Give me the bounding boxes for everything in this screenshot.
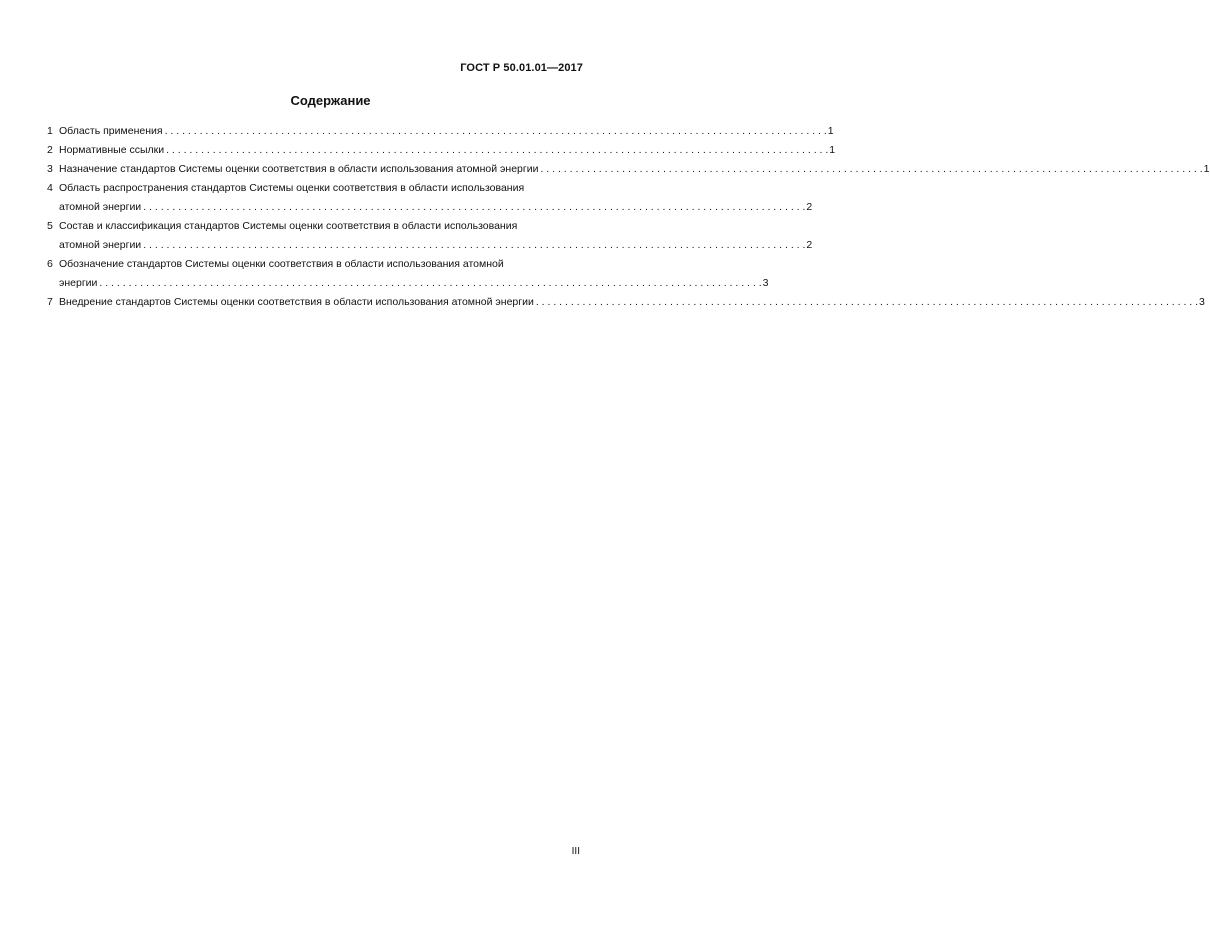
document-code: ГОСТ Р 50.01.01—2017 [460, 62, 583, 74]
toc-entry-text: Состав и классификация стандартов Системы оценки соответствия в области использования [59, 220, 518, 232]
toc-entry-text: Область распространения стандартов Системы оценки соответствия в области использования [59, 182, 525, 194]
toc-entry-page: 1 [827, 125, 834, 137]
leader-dots [163, 122, 827, 141]
toc-entry-text: Обозначение стандартов Системы оценки соответствия в области использования атомной [59, 258, 504, 270]
toc-title: Содержание [290, 93, 371, 108]
toc-entry-6[interactable] [47, 255, 769, 293]
toc-entry-page: 1 [1203, 163, 1210, 175]
toc-entry-text: Внедрение стандартов Системы оценки соответствия в области использования атомной энергии [59, 296, 534, 308]
toc-entry-number: 5 [47, 220, 53, 232]
toc-entry-number: 7 [47, 296, 53, 308]
toc-entry-page: 2 [806, 239, 813, 251]
toc-entry-text: Нормативные ссылки [59, 144, 165, 156]
page-number: III [571, 846, 580, 857]
toc-entry-page: 3 [1199, 296, 1205, 308]
toc-entry-number: 1 [47, 125, 53, 137]
toc-entry-page: 3 [762, 277, 769, 289]
toc-entry-text-continued: энергии [59, 277, 98, 289]
toc-entry-number: 3 [47, 163, 53, 175]
toc-entry-3[interactable] [47, 160, 1210, 179]
toc-entry-5[interactable] [47, 217, 813, 255]
table-of-contents [47, 122, 1210, 312]
toc-entry-number: 2 [47, 144, 53, 156]
leader-dots [141, 198, 805, 217]
leader-dots [97, 274, 761, 293]
toc-entry-text: Область применения [59, 125, 163, 137]
toc-entry-4[interactable] [47, 179, 813, 217]
leader-dots [141, 236, 805, 255]
toc-entry-2[interactable] [47, 141, 836, 160]
toc-entry-number: 4 [47, 182, 53, 194]
toc-entry-number: 6 [47, 258, 53, 270]
toc-entry-1[interactable] [47, 122, 834, 141]
toc-entry-text: Назначение стандартов Системы оценки соответствия в области использования атомной энергии [59, 163, 539, 175]
toc-entry-text-continued: атомной энергии [59, 201, 142, 213]
toc-entry-text-continued: атомной энергии [59, 239, 142, 251]
toc-entry-7[interactable] [47, 293, 1205, 312]
leader-dots [534, 293, 1198, 312]
leader-dots [164, 141, 828, 160]
leader-dots [538, 160, 1202, 179]
toc-entry-page: 1 [829, 144, 836, 156]
toc-entry-page: 2 [806, 201, 813, 213]
